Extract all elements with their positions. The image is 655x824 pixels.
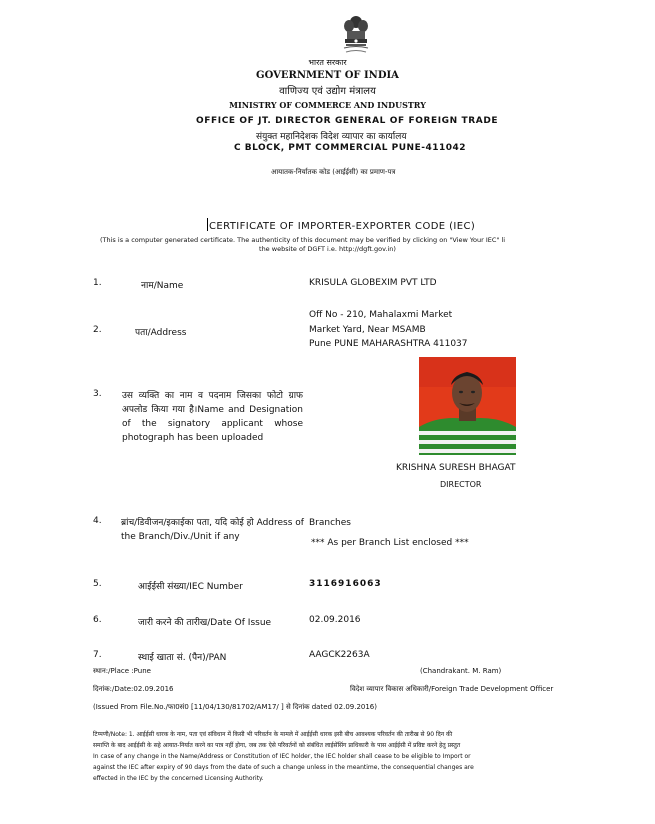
text-cursor bbox=[207, 218, 208, 231]
field-4-value-line1: Branches bbox=[309, 518, 351, 528]
field-1-value: KRISULA GLOBEXIM PVT LTD bbox=[309, 278, 437, 288]
applicant-designation: DIRECTOR bbox=[440, 480, 482, 489]
field-2-number: 2. bbox=[93, 325, 102, 335]
govt-hindi: भारत सरकार bbox=[308, 58, 347, 67]
footer-note-english-line2: against the IEC after expiry of 90 days from the date of such a change unless in the meantime, the consequential changes are bbox=[93, 764, 474, 771]
field-4-number: 4. bbox=[93, 516, 102, 526]
field-1-label: नाम/Name bbox=[141, 281, 184, 291]
field-2-value-line1: Off No - 210, Mahalaxmi Market bbox=[309, 310, 453, 320]
certificate-hindi-title: आयातक-निर्यातक कोड (आईईसी) का प्रमाण-पत्र bbox=[271, 168, 396, 176]
field-7-label: स्थाई खाता सं. (पैन)/PAN bbox=[138, 653, 227, 663]
footer-note-english-line1: In case of any change in the Name/Address or Constitution of IEC holder, the IEC holder shall cease to be eligible to Import or bbox=[93, 753, 471, 760]
footer-note-hindi-line2: समाप्ति के बाद आईईसी के सहे आयात-निर्यात करने का पात्र नहीं होगा, जब तक ऐसे परिवर्तनों को संबंधित लाईसेंसिंग प्राधिकारी के पास आईईसी में प्रविष्ट करने हेतु प्रस्तुत bbox=[93, 742, 461, 749]
footer-note-hindi-line1: टिप्पणी/Note: 1. आईईसी धारक के नाम, पता एवं संविधान में किसी भी परिवर्तन के मामले में आईईसी धारक इसी बीच आवश्यक परिवर्तन की तारीख से 90 दिन की bbox=[93, 731, 453, 738]
field-7-number: 7. bbox=[93, 650, 102, 660]
footer-signatory-name: (Chandrakant. M. Ram) bbox=[420, 667, 502, 675]
field-5-value: 3116916063 bbox=[309, 579, 382, 589]
field-5-label: आईईसी संख्या/IEC Number bbox=[138, 582, 243, 592]
field-6-label: जारी करने की तारीख/Date Of Issue bbox=[138, 618, 272, 628]
field-2-label: पता/Address bbox=[135, 328, 187, 338]
ministry-hindi: वाणिज्य एवं उद्योग मंत्रालय bbox=[279, 86, 376, 97]
office-title: OFFICE OF JT. DIRECTOR GENERAL OF FOREIGN TRADE bbox=[196, 116, 499, 126]
applicant-name: KRISHNA SURESH BHAGAT bbox=[396, 463, 516, 473]
field-3-label bbox=[122, 389, 303, 445]
footer-place: स्थान:/Place :Pune bbox=[93, 667, 151, 675]
field-5-number: 5. bbox=[93, 579, 102, 589]
field-3-number: 3. bbox=[93, 389, 102, 399]
field-4-label-hindi: ब्रांच/डिवीजन/इकाईका पता, यदि कोई हो bbox=[121, 518, 254, 528]
certificate-note-line1: (This is a computer generated certificate. The authenticity of this document may be verified by clicking on "View Your IEC" li bbox=[100, 236, 506, 244]
office-hindi: संयुक्त महानिदेशक विदेश व्यापार का कार्यालय bbox=[256, 132, 407, 142]
field-3-label-hindi: उस व्यक्ति का नाम व पदनाम जिसका फोटो ग्राफ अपलोड किया गया है। bbox=[122, 391, 303, 415]
field-4-value-line2: *** As per Branch List enclosed *** bbox=[311, 538, 469, 548]
footer-date: दिनांक:/Date:02.09.2016 bbox=[93, 685, 174, 693]
field-1-number: 1. bbox=[93, 278, 102, 288]
field-6-value: 02.09.2016 bbox=[309, 615, 361, 625]
footer-issued-from: (Issued From File.No./फा0सं0 [11/04/130/81702/AM17/ ] से दिनांक dated 02.09.2016) bbox=[93, 703, 377, 711]
footer-signatory-title: विदेश व्यापार विकास अधिकारी/Foreign Trade Development Officer bbox=[350, 685, 554, 693]
footer-note-english-line3: effected in the IEC by the concerned Licensing Authority. bbox=[93, 775, 264, 782]
certificate-note-line2: the website of DGFT i.e. http://dgft.gov.in) bbox=[259, 245, 396, 253]
field-2-value-line2: Market Yard, Near MSAMB bbox=[309, 325, 426, 335]
govt-title: GOVERNMENT OF INDIA bbox=[256, 70, 399, 81]
field-3-label-english: Name and Designation of the signatory applicant whose photograph has been uploaded bbox=[122, 405, 303, 443]
national-emblem-icon bbox=[338, 14, 374, 56]
certificate-title-text: CERTIFICATE OF IMPORTER-EXPORTER CODE (IEC) bbox=[209, 221, 476, 232]
field-7-value: AAGCK2263A bbox=[309, 650, 370, 660]
applicant-photo bbox=[419, 357, 516, 455]
field-4-label bbox=[121, 516, 306, 544]
office-address: C BLOCK, PMT COMMERCIAL PUNE-411042 bbox=[234, 143, 467, 153]
field-2-value-line3: Pune PUNE MAHARASHTRA 411037 bbox=[309, 339, 468, 349]
certificate-title bbox=[207, 218, 475, 232]
field-6-number: 6. bbox=[93, 615, 102, 625]
ministry-title: MINISTRY OF COMMERCE AND INDUSTRY bbox=[229, 100, 426, 110]
field-4-label-english: Address of the Branch/Div./Unit if any bbox=[121, 518, 304, 542]
